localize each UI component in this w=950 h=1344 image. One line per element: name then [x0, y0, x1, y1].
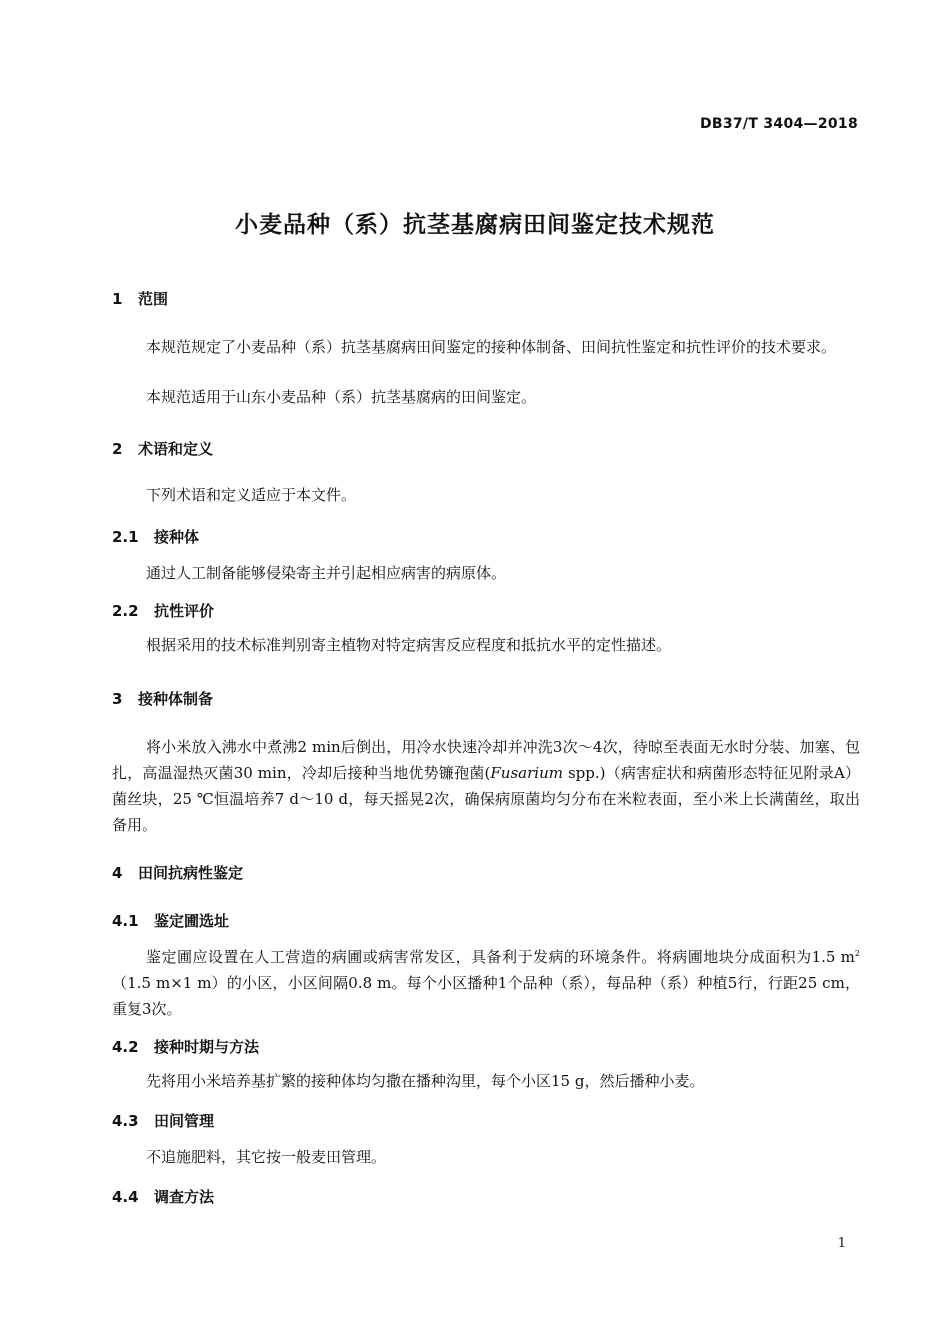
section-title: 范围 — [138, 290, 169, 308]
section-number: 4.2 — [112, 1038, 139, 1056]
section-title: 田间管理 — [154, 1112, 215, 1130]
text-run: 将小米放入沸水中煮沸2 min后倒出，用冷水快速冷却并冲洗3次～4次，待晾至表面无水时分装、加塞、包扎，高温湿热灭菌30 min，冷却后接种当地优势镰孢菌( — [112, 738, 860, 782]
text-run: 鉴定圃应设置在人工营造的病圃或病害常发区，具备利于发病的环境条件。将病圃地块分成面积为1.5 m — [146, 948, 855, 966]
section-number: 3 — [112, 690, 123, 708]
section-heading-4 — [112, 862, 243, 883]
section-title: 鉴定圃选址 — [154, 912, 230, 930]
genus-name: Fusarium — [490, 764, 563, 782]
section-title: 抗性评价 — [154, 602, 215, 620]
paragraph-resistance-evaluation: 根据采用的技术标准判别寄主植物对特定病害反应程度和抵抗水平的定性描述。 — [146, 636, 672, 654]
document-title: 小麦品种（系）抗茎基腐病田间鉴定技术规范 — [235, 212, 715, 238]
section-title: 调查方法 — [154, 1188, 215, 1206]
section-title: 术语和定义 — [138, 440, 214, 458]
section-title: 田间抗病性鉴定 — [138, 864, 244, 882]
section-number: 4.3 — [112, 1112, 139, 1130]
section-title: 接种体制备 — [138, 690, 214, 708]
section-heading-1 — [112, 288, 168, 309]
section-heading-2-1 — [112, 526, 199, 547]
paragraph-inoculation-method: 先将用小米培养基扩繁的接种体均匀撒在播种沟里，每个小区15 g，然后播种小麦。 — [146, 1072, 705, 1090]
section-number: 4.4 — [112, 1188, 139, 1206]
paragraph-inoculum: 通过人工制备能够侵染寄主并引起相应病害的病原体。 — [146, 564, 507, 582]
section-heading-2 — [112, 438, 213, 459]
section-number: 2 — [112, 440, 123, 458]
section-number: 4.1 — [112, 912, 139, 930]
section-heading-4-3 — [112, 1110, 214, 1131]
section-heading-3 — [112, 688, 213, 709]
section-heading-4-2 — [112, 1036, 259, 1057]
section-title: 接种体 — [154, 528, 200, 546]
section-number: 2.1 — [112, 528, 139, 546]
section-heading-4-4 — [112, 1186, 214, 1207]
paragraph-site-selection — [112, 944, 860, 1022]
section-number: 4 — [112, 864, 123, 882]
paragraph-field-management: 不追施肥料，其它按一般麦田管理。 — [146, 1148, 387, 1166]
section-title: 接种时期与方法 — [154, 1038, 260, 1056]
section-number: 2.2 — [112, 602, 139, 620]
document-code: DB37/T 3404—2018 — [699, 116, 858, 132]
text-run: spp.)（病害症状和病菌形态特征见附录A）菌丝块，25 ℃恒温培养7 d～10 d，每天摇晃2次，确保病原菌均匀分布在米粒表面，至小米上长满菌丝，取出备用。 — [112, 764, 860, 834]
page-number: 1 — [837, 1236, 846, 1251]
section-number: 1 — [112, 290, 123, 308]
paragraph-scope-1: 本规范规定了小麦品种（系）抗茎基腐病田间鉴定的接种体制备、田间抗性鉴定和抗性评价的技术要求。 — [146, 338, 837, 356]
paragraph-scope-2: 本规范适用于山东小麦品种（系）抗茎基腐病的田间鉴定。 — [146, 388, 537, 406]
section-heading-4-1 — [112, 910, 229, 931]
section-heading-2-2 — [112, 600, 214, 621]
text-run: （1.5 m×1 m）的小区，小区间隔0.8 m。每个小区播种1个品种（系），每品种（系）种植5行，行距25 cm，重复3次。 — [112, 974, 860, 1018]
superscript: 2 — [854, 949, 860, 958]
paragraph-terms: 下列术语和定义适应于本文件。 — [146, 486, 357, 504]
paragraph-inoculum-preparation — [112, 734, 860, 838]
